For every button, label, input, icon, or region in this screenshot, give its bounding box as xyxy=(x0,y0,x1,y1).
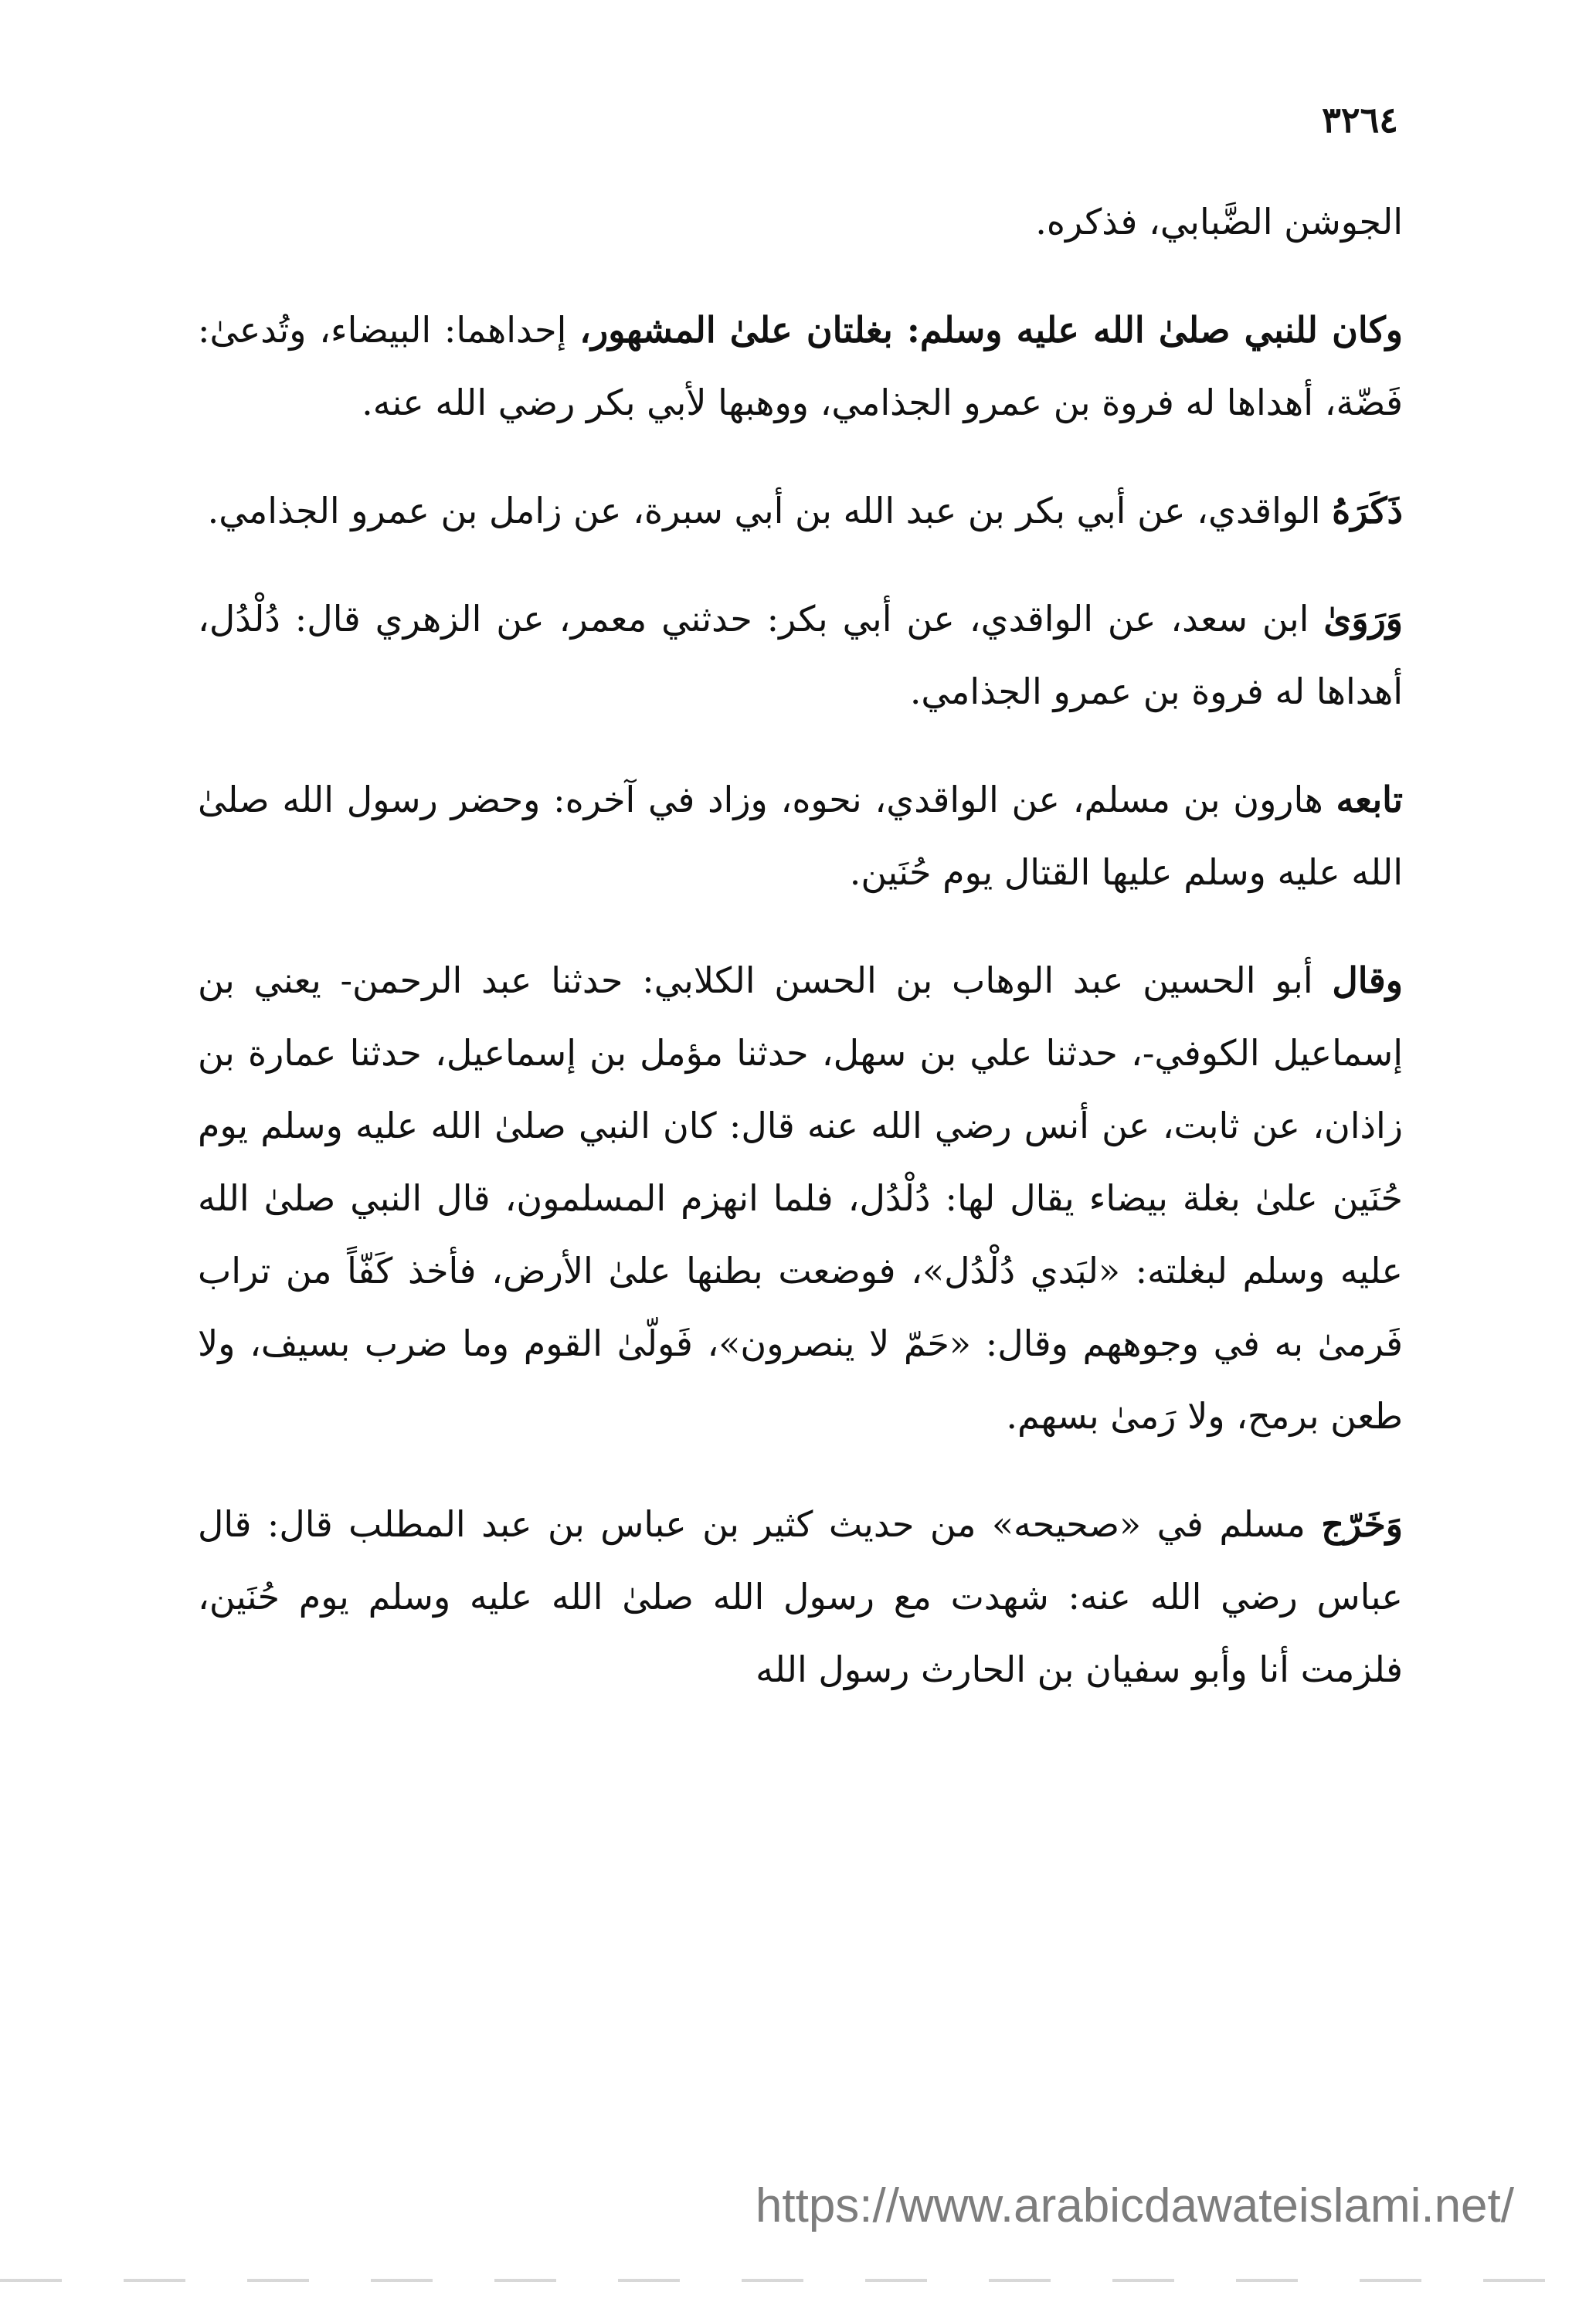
page-number: ٣٢٦٤ xyxy=(1322,99,1398,141)
paragraph-7-lead: وَخَرّج xyxy=(1321,1503,1403,1545)
paragraph-4 xyxy=(198,582,1403,728)
paragraph-6-text: أبو الحسين عبد الوهاب بن الحسن الكلابي: حدثنا عبد الرحمن- يعني بن إسماعيل الكوفي-، حدثنا علي بن سهل، حدثنا مؤمل بن إسماعيل، حدثنا عمارة بن زاذان، عن ثابت، عن أنس رضي الله عنه قال: كان النبي صلىٰ الله عليه وسلم يوم حُنَين علىٰ بغلة بيضاء يقال لها: دُلْدُل، فلما انهزم المسلمون، قال النبي صلىٰ الله عليه وسلم لبغلته: «لبَدي دُلْدُل»، فوضعت بطنها علىٰ الأرض، فأخذ كَفّاً من تراب فَرمىٰ به في وجوههم وقال: «حَمّ لا ينصرون»، فَولّىٰ القوم وما ضرب بسيف، ولا طعن برمح، ولا رَمىٰ بسهم. xyxy=(198,959,1403,1437)
paragraph-5 xyxy=(198,763,1403,908)
paragraph-5-lead: تابعه xyxy=(1336,779,1403,820)
paragraph-1-text: الجوشن الضَّبابي، فذكره. xyxy=(1035,201,1403,243)
paragraph-3-lead: ذَكَرَهُ xyxy=(1332,490,1403,531)
paragraph-1 xyxy=(198,185,1403,258)
paragraph-2 xyxy=(198,294,1403,439)
paragraph-4-text: ابن سعد، عن الواقدي، عن أبي بكر: حدثني معمر، عن الزهري قال: دُلْدُل، أهداها له فروة بن عمرو الجذامي. xyxy=(198,598,1403,712)
paragraph-6-lead: وقال xyxy=(1332,959,1403,1001)
paragraph-2-lead: وكان للنبي صلىٰ الله عليه وسلم: بغلتان علىٰ المشهور، xyxy=(579,309,1403,351)
paragraph-4-lead: وَرَوَىٰ xyxy=(1323,598,1403,640)
paragraph-3 xyxy=(198,474,1403,547)
paragraph-2-text: إحداهما: البيضاء، وتُدعىٰ: فَضّة، أهداها له فروة بن عمرو الجذامي، ووهبها لأبي بكر رضي الله عنه. xyxy=(198,309,1403,423)
paragraph-7-text: مسلم في «صحيحه» من حديث كثير بن عباس بن عبد المطلب قال: قال عباس رضي الله عنه: شهدت مع رسول الله صلىٰ الله عليه وسلم يوم حُنَين، فلزمت أنا وأبو سفيان بن الحارث رسول الله xyxy=(198,1503,1403,1690)
footer-rule xyxy=(0,2279,1596,2282)
paragraph-6 xyxy=(198,944,1403,1452)
paragraph-3-text: الواقدي، عن أبي بكر بن عبد الله بن أبي سبرة، عن زامل بن عمرو الجذامي. xyxy=(207,490,1333,531)
paragraph-7 xyxy=(198,1488,1403,1706)
watermark-url: https://www.arabicdawateislami.net/ xyxy=(755,2179,1514,2232)
body-text xyxy=(198,185,1403,1706)
paragraph-5-text: هارون بن مسلم، عن الواقدي، نحوه، وزاد في آخره: وحضر رسول الله صلىٰ الله عليه وسلم عليها القتال يوم حُنَين. xyxy=(198,779,1403,893)
